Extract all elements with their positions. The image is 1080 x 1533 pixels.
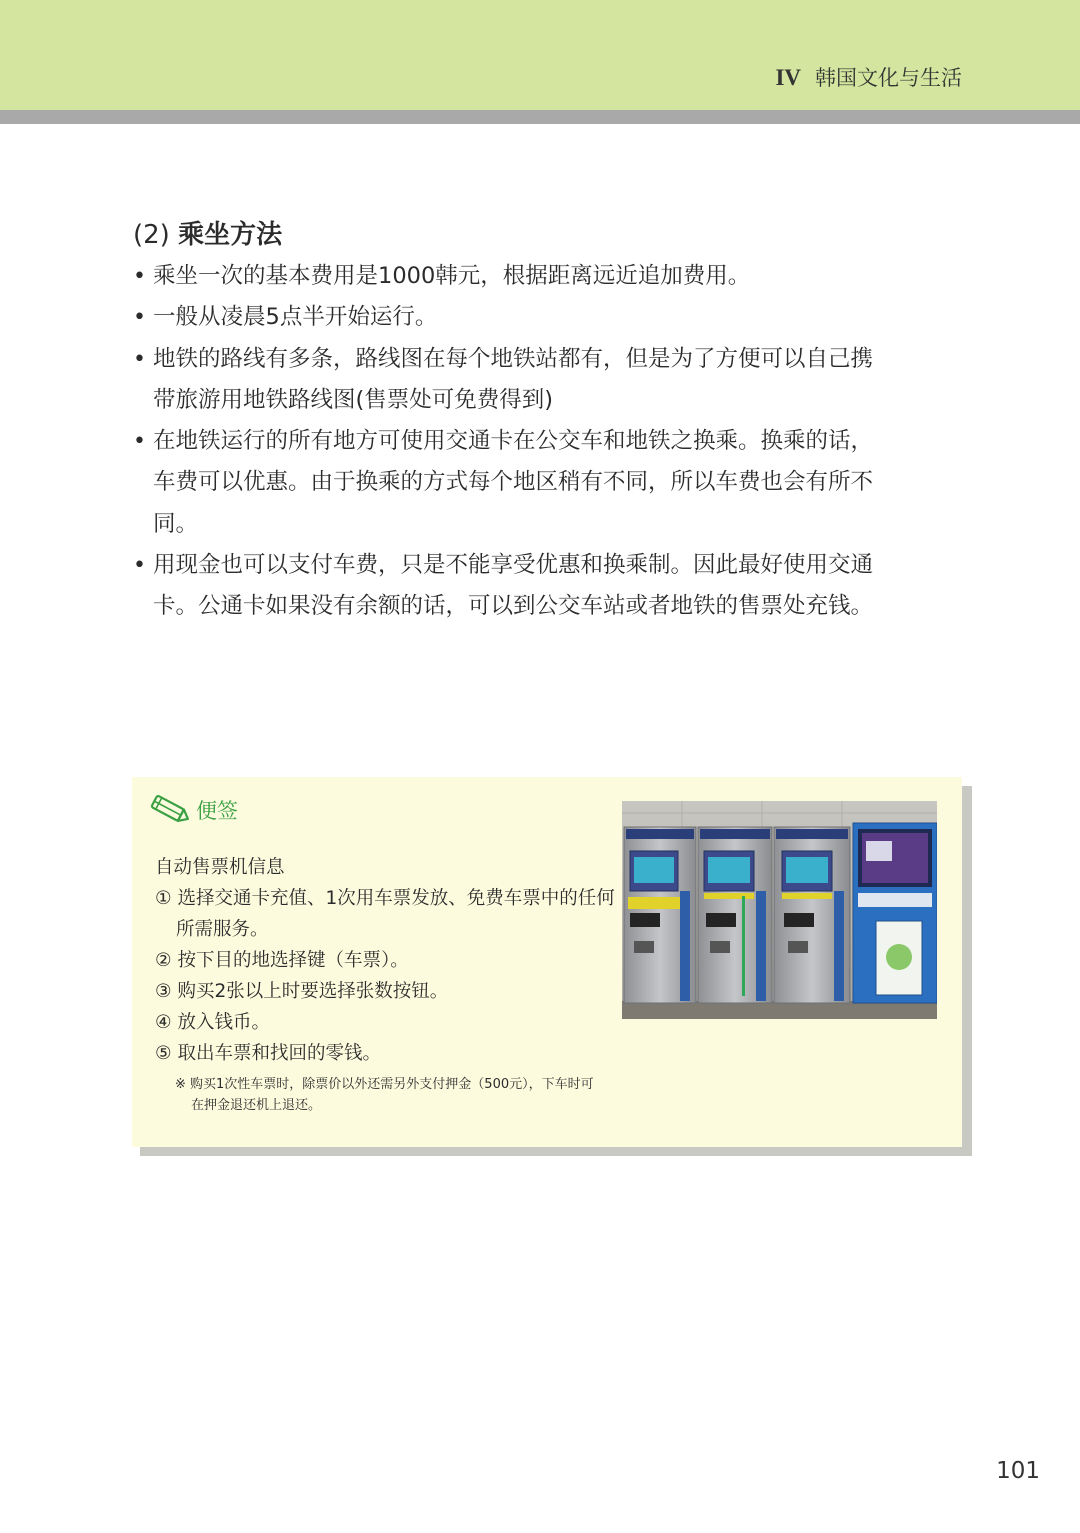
bullet-dot: • xyxy=(133,305,146,331)
bullet-item xyxy=(133,339,973,422)
machine-1 xyxy=(624,827,696,1003)
section-title-text: 乘坐方法 xyxy=(178,220,283,250)
bullet-dot: • xyxy=(133,429,146,455)
note-heading: 便签 xyxy=(196,799,238,823)
bullet-dot: • xyxy=(133,346,146,372)
note-footnote: ※ 购买1次性车票时，除票价以外还需另外支付押金（500元），下车时可 xyxy=(175,1077,594,1092)
bullet-line: 同。 xyxy=(153,510,199,537)
bullet-line: 乘坐一次的基本费用是1000韩元，根据距离远近追加费用。 xyxy=(153,263,751,289)
note-step-2: ② 按下目的地选择键（车票）。 xyxy=(155,950,409,971)
note-step-4: ④ 放入钱币。 xyxy=(155,1012,270,1033)
bullet-line: 卡。公通卡如果没有余额的话，可以到公交车站或者地铁的售票处充钱。 xyxy=(153,593,874,620)
bullet-dot: • xyxy=(133,553,146,579)
bullet-line: 用现金也可以支付车费，只是不能享受优惠和换乘制。因此最好使用交通 xyxy=(153,552,874,579)
header-rule xyxy=(0,110,1080,124)
bullet-line: 一般从凌晨5点半开始运行。 xyxy=(153,304,438,331)
note-step-1: ① 选择交通卡充值、1次用车票发放、免费车票中的任何 xyxy=(155,888,615,909)
section-title xyxy=(133,214,282,251)
bullet-line: 车费可以优惠。由于换乘的方式每个地区稍有不同，所以车费也会有所不 xyxy=(153,469,874,496)
bullet-line: 在地铁运行的所有地方可使用交通卡在公交车和地铁之换乘。换乘的话， xyxy=(153,428,874,455)
ticket-machine-photo xyxy=(622,801,937,1019)
bullet-item xyxy=(133,256,973,297)
note-intro: 自动售票机信息 xyxy=(155,857,285,878)
chapter-title: 韩国文化与生活 xyxy=(815,66,962,90)
machine-2 xyxy=(698,827,772,1003)
note-step-1-cont: 所需服务。 xyxy=(176,919,269,940)
machine-3 xyxy=(774,827,850,1003)
pencil-icon xyxy=(148,790,192,830)
bullet-item xyxy=(133,545,973,628)
section-number: (2) xyxy=(133,220,170,250)
bullet-line: 带旅游用地铁路线图(售票处可免费得到) xyxy=(153,386,554,413)
chapter-heading xyxy=(775,62,962,92)
bullet-item xyxy=(133,297,973,338)
note-body xyxy=(155,852,615,1116)
chapter-number: IV xyxy=(775,65,801,90)
bullet-line: 地铁的路线有多条，路线图在每个地铁站都有，但是为了方便可以自己携 xyxy=(153,345,874,372)
header-band xyxy=(0,0,1080,110)
bullet-item xyxy=(133,421,973,545)
note-footnote-cont: 在押金退还机上退还。 xyxy=(191,1098,322,1113)
page-number: 101 xyxy=(996,1458,1040,1484)
machine-4 xyxy=(853,823,937,1003)
note-step-5: ⑤ 取出车票和找回的零钱。 xyxy=(155,1043,381,1064)
bullet-dot: • xyxy=(133,264,146,289)
bullet-list xyxy=(133,256,973,628)
note-step-3: ③ 购买2张以上时要选择张数按钮。 xyxy=(155,981,449,1002)
